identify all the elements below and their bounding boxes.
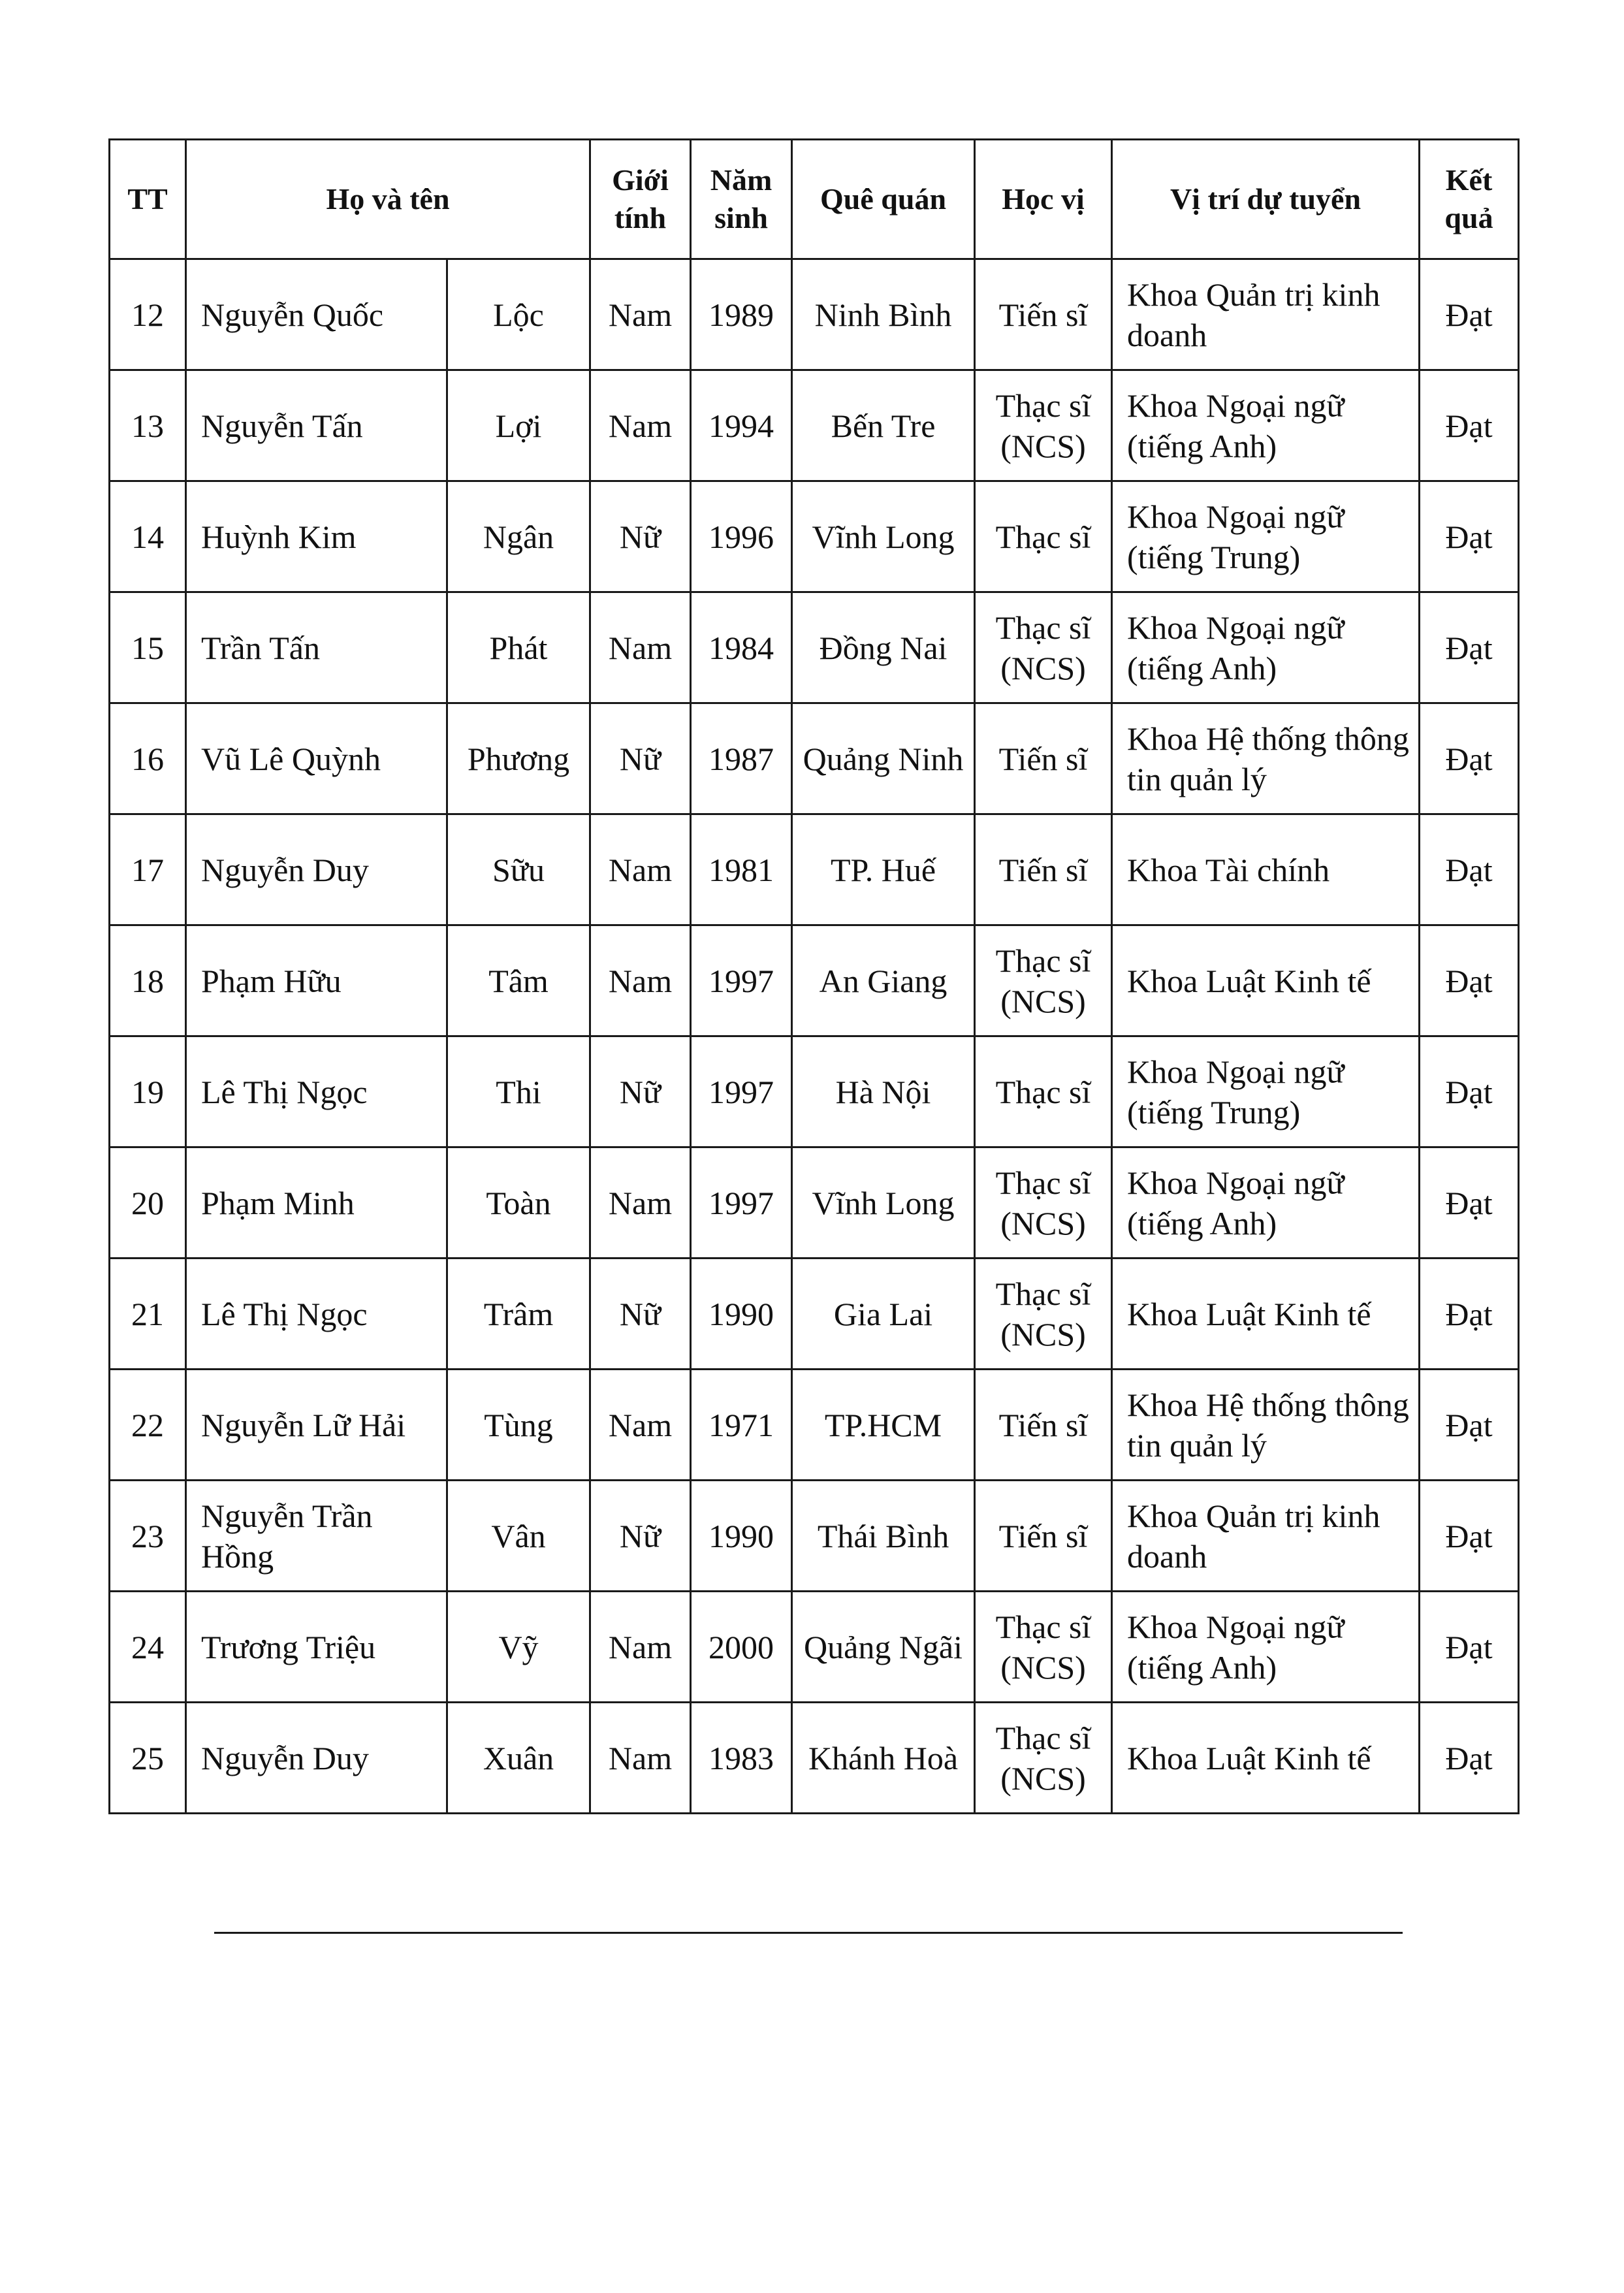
cell-surname: Nguyễn Quốc: [186, 259, 447, 370]
cell-result: Đạt: [1420, 1592, 1519, 1703]
cell-gender: Nam: [590, 1703, 691, 1814]
cell-result: Đạt: [1420, 1481, 1519, 1592]
cell-degree: Tiến sĩ: [975, 259, 1112, 370]
header-hometown: Quê quán: [792, 140, 975, 259]
cell-given-name: Toàn: [447, 1147, 590, 1259]
cell-hometown: Thái Bình: [792, 1481, 975, 1592]
cell-birth-year: 1987: [691, 703, 792, 814]
cell-surname: Phạm Hữu: [186, 925, 447, 1036]
cell-result: Đạt: [1420, 1147, 1519, 1259]
cell-degree: Thạc sĩ (NCS): [975, 1592, 1112, 1703]
cell-gender: Nữ: [590, 703, 691, 814]
cell-result: Đạt: [1420, 1370, 1519, 1481]
cell-position: Khoa Ngoại ngữ (tiếng Anh): [1112, 1592, 1420, 1703]
table-row: [110, 1147, 1519, 1259]
table-row: [110, 703, 1519, 814]
cell-position: Khoa Ngoại ngữ (tiếng Anh): [1112, 370, 1420, 481]
table-row: [110, 259, 1519, 370]
cell-tt: 15: [110, 592, 186, 703]
cell-birth-year: 1983: [691, 1703, 792, 1814]
cell-degree: Tiến sĩ: [975, 1481, 1112, 1592]
cell-given-name: Trâm: [447, 1259, 590, 1370]
cell-hometown: Khánh Hoà: [792, 1703, 975, 1814]
cell-surname: Nguyễn Duy: [186, 814, 447, 925]
cell-hometown: Ninh Bình: [792, 259, 975, 370]
cell-given-name: Sữu: [447, 814, 590, 925]
cell-birth-year: 1981: [691, 814, 792, 925]
cell-given-name: Lộc: [447, 259, 590, 370]
cell-gender: Nam: [590, 592, 691, 703]
header-name: Họ và tên: [186, 140, 590, 259]
cell-tt: 18: [110, 925, 186, 1036]
cell-hometown: Vĩnh Long: [792, 481, 975, 592]
header-gender: Giới tính: [590, 140, 691, 259]
cell-degree: Tiến sĩ: [975, 1370, 1112, 1481]
cell-surname: Nguyễn Tấn: [186, 370, 447, 481]
table-row: [110, 1703, 1519, 1814]
cell-position: Khoa Luật Kinh tế: [1112, 1259, 1420, 1370]
header-result: Kết quả: [1420, 140, 1519, 259]
cell-given-name: Thi: [447, 1036, 590, 1147]
cell-result: Đạt: [1420, 703, 1519, 814]
cell-result: Đạt: [1420, 481, 1519, 592]
cell-surname: Nguyễn Trần Hồng: [186, 1481, 447, 1592]
cell-hometown: An Giang: [792, 925, 975, 1036]
cell-degree: Thạc sĩ (NCS): [975, 592, 1112, 703]
cell-surname: Trương Triệu: [186, 1592, 447, 1703]
cell-result: Đạt: [1420, 1259, 1519, 1370]
cell-gender: Nữ: [590, 1259, 691, 1370]
cell-tt: 20: [110, 1147, 186, 1259]
table-row: [110, 1259, 1519, 1370]
cell-tt: 16: [110, 703, 186, 814]
cell-given-name: Tâm: [447, 925, 590, 1036]
cell-position: Khoa Ngoại ngữ (tiếng Anh): [1112, 1147, 1420, 1259]
cell-hometown: Bến Tre: [792, 370, 975, 481]
cell-birth-year: 1990: [691, 1259, 792, 1370]
cell-degree: Thạc sĩ: [975, 481, 1112, 592]
cell-gender: Nữ: [590, 1036, 691, 1147]
header-tt: TT: [110, 140, 186, 259]
cell-birth-year: 1997: [691, 1036, 792, 1147]
cell-degree: Tiến sĩ: [975, 703, 1112, 814]
cell-position: Khoa Hệ thống thông tin quản lý: [1112, 703, 1420, 814]
table-row: [110, 1481, 1519, 1592]
cell-tt: 14: [110, 481, 186, 592]
header-degree: Học vị: [975, 140, 1112, 259]
cell-surname: Huỳnh Kim: [186, 481, 447, 592]
table-row: [110, 814, 1519, 925]
cell-degree: Tiến sĩ: [975, 814, 1112, 925]
cell-hometown: TP. Huế: [792, 814, 975, 925]
cell-position: Khoa Tài chính: [1112, 814, 1420, 925]
cell-result: Đạt: [1420, 370, 1519, 481]
cell-birth-year: 1989: [691, 259, 792, 370]
cell-position: Khoa Ngoại ngữ (tiếng Trung): [1112, 481, 1420, 592]
cell-birth-year: 2000: [691, 1592, 792, 1703]
cell-tt: 12: [110, 259, 186, 370]
cell-surname: Nguyễn Duy: [186, 1703, 447, 1814]
cell-surname: Trần Tấn: [186, 592, 447, 703]
table-row: [110, 481, 1519, 592]
cell-gender: Nữ: [590, 1481, 691, 1592]
header-position: Vị trí dự tuyển: [1112, 140, 1420, 259]
cell-given-name: Phương: [447, 703, 590, 814]
cell-surname: Lê Thị Ngọc: [186, 1259, 447, 1370]
table-row: [110, 370, 1519, 481]
cell-hometown: Gia Lai: [792, 1259, 975, 1370]
cell-surname: Vũ Lê Quỳnh: [186, 703, 447, 814]
cell-hometown: Quảng Ninh: [792, 703, 975, 814]
table-row: [110, 1592, 1519, 1703]
cell-given-name: Phát: [447, 592, 590, 703]
cell-birth-year: 1994: [691, 370, 792, 481]
cell-given-name: Tùng: [447, 1370, 590, 1481]
cell-birth-year: 1984: [691, 592, 792, 703]
cell-result: Đạt: [1420, 259, 1519, 370]
cell-given-name: Vỹ: [447, 1592, 590, 1703]
cell-tt: 22: [110, 1370, 186, 1481]
cell-hometown: Quảng Ngãi: [792, 1592, 975, 1703]
cell-position: Khoa Ngoại ngữ (tiếng Anh): [1112, 592, 1420, 703]
table-row: [110, 1370, 1519, 1481]
cell-surname: Phạm Minh: [186, 1147, 447, 1259]
cell-birth-year: 1996: [691, 481, 792, 592]
cell-birth-year: 1990: [691, 1481, 792, 1592]
cell-given-name: Lợi: [447, 370, 590, 481]
cell-gender: Nữ: [590, 481, 691, 592]
cell-result: Đạt: [1420, 1703, 1519, 1814]
table-row: [110, 925, 1519, 1036]
cell-surname: Nguyễn Lữ Hải: [186, 1370, 447, 1481]
cell-birth-year: 1997: [691, 925, 792, 1036]
cell-given-name: Ngân: [447, 481, 590, 592]
cell-degree: Thạc sĩ (NCS): [975, 1703, 1112, 1814]
cell-gender: Nam: [590, 925, 691, 1036]
cell-hometown: Hà Nội: [792, 1036, 975, 1147]
cell-gender: Nam: [590, 259, 691, 370]
cell-tt: 13: [110, 370, 186, 481]
cell-result: Đạt: [1420, 592, 1519, 703]
cell-gender: Nam: [590, 370, 691, 481]
footer-divider: [214, 1932, 1403, 1934]
cell-degree: Thạc sĩ (NCS): [975, 1259, 1112, 1370]
cell-result: Đạt: [1420, 1036, 1519, 1147]
cell-result: Đạt: [1420, 925, 1519, 1036]
cell-degree: Thạc sĩ (NCS): [975, 925, 1112, 1036]
cell-position: Khoa Quản trị kinh doanh: [1112, 1481, 1420, 1592]
cell-birth-year: 1997: [691, 1147, 792, 1259]
table-header-row: [110, 140, 1519, 259]
results-table: [108, 138, 1520, 1814]
cell-position: Khoa Quản trị kinh doanh: [1112, 259, 1420, 370]
cell-position: Khoa Hệ thống thông tin quản lý: [1112, 1370, 1420, 1481]
cell-degree: Thạc sĩ (NCS): [975, 1147, 1112, 1259]
header-birth-year: Năm sinh: [691, 140, 792, 259]
cell-hometown: TP.HCM: [792, 1370, 975, 1481]
cell-hometown: Vĩnh Long: [792, 1147, 975, 1259]
cell-gender: Nam: [590, 1370, 691, 1481]
cell-tt: 24: [110, 1592, 186, 1703]
cell-position: Khoa Luật Kinh tế: [1112, 1703, 1420, 1814]
cell-tt: 19: [110, 1036, 186, 1147]
cell-result: Đạt: [1420, 814, 1519, 925]
cell-degree: Thạc sĩ: [975, 1036, 1112, 1147]
cell-given-name: Vân: [447, 1481, 590, 1592]
cell-given-name: Xuân: [447, 1703, 590, 1814]
cell-position: Khoa Ngoại ngữ (tiếng Trung): [1112, 1036, 1420, 1147]
table-row: [110, 592, 1519, 703]
cell-gender: Nam: [590, 814, 691, 925]
cell-hometown: Đồng Nai: [792, 592, 975, 703]
table-body: [110, 259, 1519, 1814]
cell-position: Khoa Luật Kinh tế: [1112, 925, 1420, 1036]
cell-tt: 25: [110, 1703, 186, 1814]
cell-surname: Lê Thị Ngọc: [186, 1036, 447, 1147]
cell-tt: 23: [110, 1481, 186, 1592]
cell-degree: Thạc sĩ (NCS): [975, 370, 1112, 481]
cell-tt: 21: [110, 1259, 186, 1370]
cell-birth-year: 1971: [691, 1370, 792, 1481]
cell-tt: 17: [110, 814, 186, 925]
table-row: [110, 1036, 1519, 1147]
cell-gender: Nam: [590, 1592, 691, 1703]
cell-gender: Nam: [590, 1147, 691, 1259]
